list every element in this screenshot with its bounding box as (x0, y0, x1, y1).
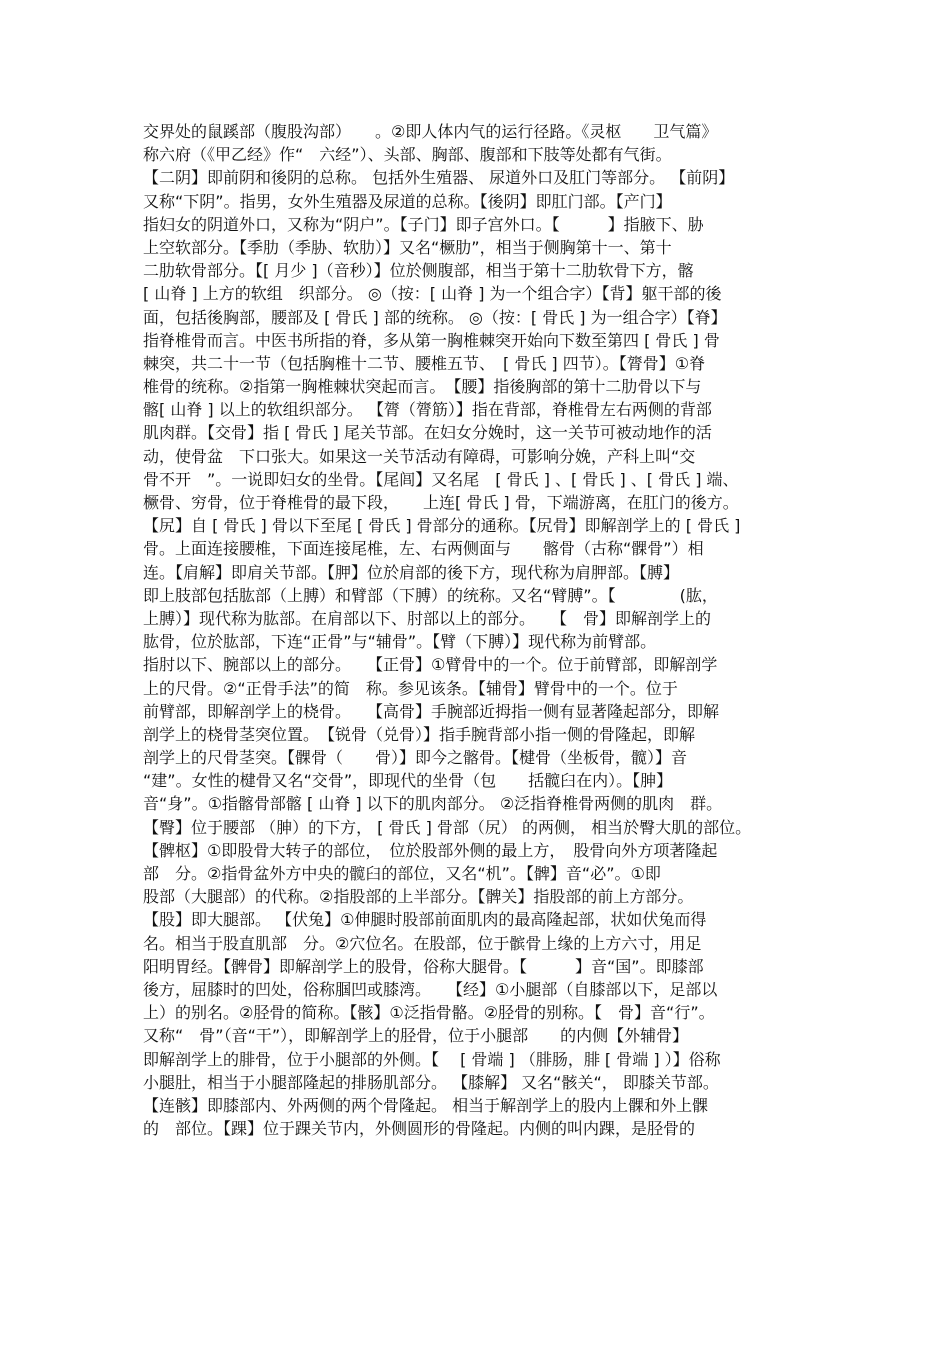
text-line: 称六府（《甲乙经》作“ 六经”）、头部、胸部、腹部和下肢等处都有气街。 (143, 145, 672, 165)
text-line: 橛骨、穷骨，位于脊椎骨的最下段， 上连[ 骨氏 ] 骨，下端游离，在肛门的後方。 (143, 493, 739, 512)
text-line: 名。相当于股直肌部 分。②穴位名。在股部，位于髌骨上缘的上方六寸，用足 (143, 933, 702, 953)
text-line: 又称“下阴”。指男，女外生殖器及尿道的总称。【後阴】即肛门部。【产门】 (143, 191, 672, 211)
text-line: 【股】即大腿部。 【伏兔】①伸腿时股部前面肌肉的最高隆起部，状如伏兔而得 (143, 910, 707, 930)
text-line: 小腿肚，相当于小腿部隆起的排肠肌部分。 【膝解】 又名“骸关“， 即膝关节部。 (143, 1072, 719, 1092)
text-line: 骨不开 ”。一说即妇女的坐骨。【尾闾】又名尾 [ 骨氏 ] 、[ 骨氏 ] 、[ 骨氏 ] 端、 (143, 469, 739, 489)
body-text (143, 120, 823, 1140)
text-line: “建”。女性的楗骨又名“交骨”，即现代的坐骨（包 括髋臼在内）。【胂】 (143, 771, 673, 791)
text-line: 股部（大腿部）的代称。②指股部的上半部分。【髀关】指股部的前上方部分。 (143, 887, 694, 907)
text-line: 阳明胃经。【髀骨】即解剖学上的股骨，俗称大腿骨。【 】音“国”。即膝部 (143, 956, 704, 976)
text-line: 即上肢部包括肱部（上膊）和臂部（下膊）的统称。又名“臂膊”。【 (肱， (143, 585, 718, 605)
text-line: 【尻】自 [ 骨氏 ] 骨以下至尾 [ 骨氏 ] 骨部分的通称。【尻骨】即解剖学上的 [ 骨氏 ] (143, 516, 741, 536)
text-line: 髂[ 山脊 ] 以上的软组织部分。 【膂（膂筋）】指在背部，脊椎骨左右两侧的背部 (143, 400, 712, 420)
text-line: 上膊）】现代称为肱部。在肩部以下、肘部以上的部分。 【 骨】即解剖学上的 (143, 608, 712, 628)
text-line: 音“身”。①指髂骨部髂 [ 山脊 ] 以下的肌肉部分。 ②泛指脊椎骨两侧的肌肉 群。 (143, 794, 723, 814)
text-line: 交界处的鼠蹊部（腹股沟部） 。②即人体内气的运行径路。《灵枢 卫气篇》 (143, 122, 718, 141)
text-line: 动，使骨盆 下口张大。如果这一关节活动有障碍，可影响分娩，产科上叫“交 (143, 446, 696, 466)
text-line: 後方，屈膝时的凹处，俗称腘凹或膝湾。 【经】①小腿部（自膝部以下，足部以 (143, 979, 718, 999)
text-line: 【二阴】即前阴和後阴的总称。 包括外生殖器、 尿道外口及肛门等部分。 【前阴】 (143, 168, 735, 188)
text-line: 肌肉群。【交骨】指 [ 骨氏 ] 尾关节部。在妇女分娩时，这一关节可被动地作的活 (143, 423, 712, 443)
text-line: 【连骸】即膝部内、外两侧的两个骨隆起。 相当于解剖学上的股内上髁和外上髁 (143, 1095, 709, 1115)
text-line: 椎骨的统称。②指第一胸椎棘状突起而言。 【腰】指後胸部的第十二肋骨以下与 (143, 377, 702, 397)
text-line: 二肋软骨部分。【[ 月少 ]（音秒）】位於侧腹部，相当于第十二肋软骨下方，髂 (143, 261, 694, 281)
text-line: 指脊椎骨而言。中医书所指的脊，多从第一胸椎棘突开始向下数至第四 [ 骨氏 ] 骨 (143, 330, 720, 350)
text-line: 骨。上面连接腰椎，下面连接尾椎，左、右两侧面与 髂骨（古称“髁骨”）相 (143, 539, 704, 559)
text-line: 剖学上的桡骨茎突位置。 【锐骨（兑骨）】指手腕背部小指一侧的骨隆起，即解 (143, 724, 696, 744)
text-line: 上的尺骨。②“正骨手法”的简 称。参见该条。【辅骨】臂骨中的一个。位于 (143, 678, 678, 698)
text-line: 面，包括後胸部，腰部及 [ 骨氏 ] 部的统称。 ◎（按：[ 骨氏 ] 为一组合字）【脊】 (143, 307, 727, 327)
text-line: 指肘以下、腕部以上的部分。 【正骨】①臂骨中的一个。位于前臂部，即解剖学 (143, 655, 718, 675)
text-line: 前臂部，即解剖学上的桡骨。 【高骨】手腕部近拇指一侧有显著隆起部分，即解 (143, 701, 720, 721)
text-line: 连。【肩解】即肩关节部。【胛】位於肩部的後下方，现代称为肩胛部。【膊】 (143, 562, 680, 582)
text-line: 剖学上的尺骨茎突。【髁骨（ 骨）】即今之髂骨。【楗骨（坐板骨，髋）】音 (143, 748, 688, 768)
text-line: 【臀】位于腰部 （胂）的下方， [ 骨氏 ] 骨部（尻） 的两侧， 相当於臀大肌的部位。 (143, 817, 752, 837)
text-line: [ 山脊 ] 上方的软组 织部分。 ◎（按：[ 山脊 ] 为一个组合字）【背】躯干部的後 (143, 284, 722, 304)
text-line: 肱骨，位於肱部，下连“正骨”与“辅骨”。【臂（下膊）】现代称为前臂部。 (143, 632, 657, 652)
text-line: 部 分。②指骨盆外方中央的髋臼的部位，又名“机”。【髀】音“必”。①即 (143, 864, 661, 883)
text-line: 【髀枢】①即股骨大转子的部位， 位於股部外侧的最上方， 股骨向外方项著隆起 (143, 840, 718, 860)
text-line: 又称“ 骨”（音“干”），即解剖学上的胫骨，位于小腿部 的内侧【外辅骨】 (143, 1026, 689, 1046)
text-line: 的 部位。【踝】位于踝关节内，外侧圆形的骨隆起。内侧的叫内踝，是胫骨的 (143, 1119, 696, 1139)
text-line: 指妇女的阴道外口，又称为“阴户”。【子门】即子宫外口。【 】指腋下、胁 (143, 214, 704, 234)
text-line: 即解剖学上的腓骨，位于小腿部的外侧。【 [ 骨端 ] （腓肠，腓 [ 骨端 ] ）】俗称 (143, 1049, 721, 1069)
text-line: 上）的别名。②胫骨的简称。【骸】①泛指骨骼。②胫骨的别称。【 骨】音“行”。 (143, 1003, 715, 1023)
text-line: 棘突，共二十一节（包括胸椎十二节、腰椎五节、 [ 骨氏 ] 四节）。【膂骨】①脊 (143, 353, 706, 373)
text-line: 上空软部分。【季肋（季胁、软肋）】又名“橛肋”，相当于侧胸第十一、第十 (143, 237, 672, 257)
